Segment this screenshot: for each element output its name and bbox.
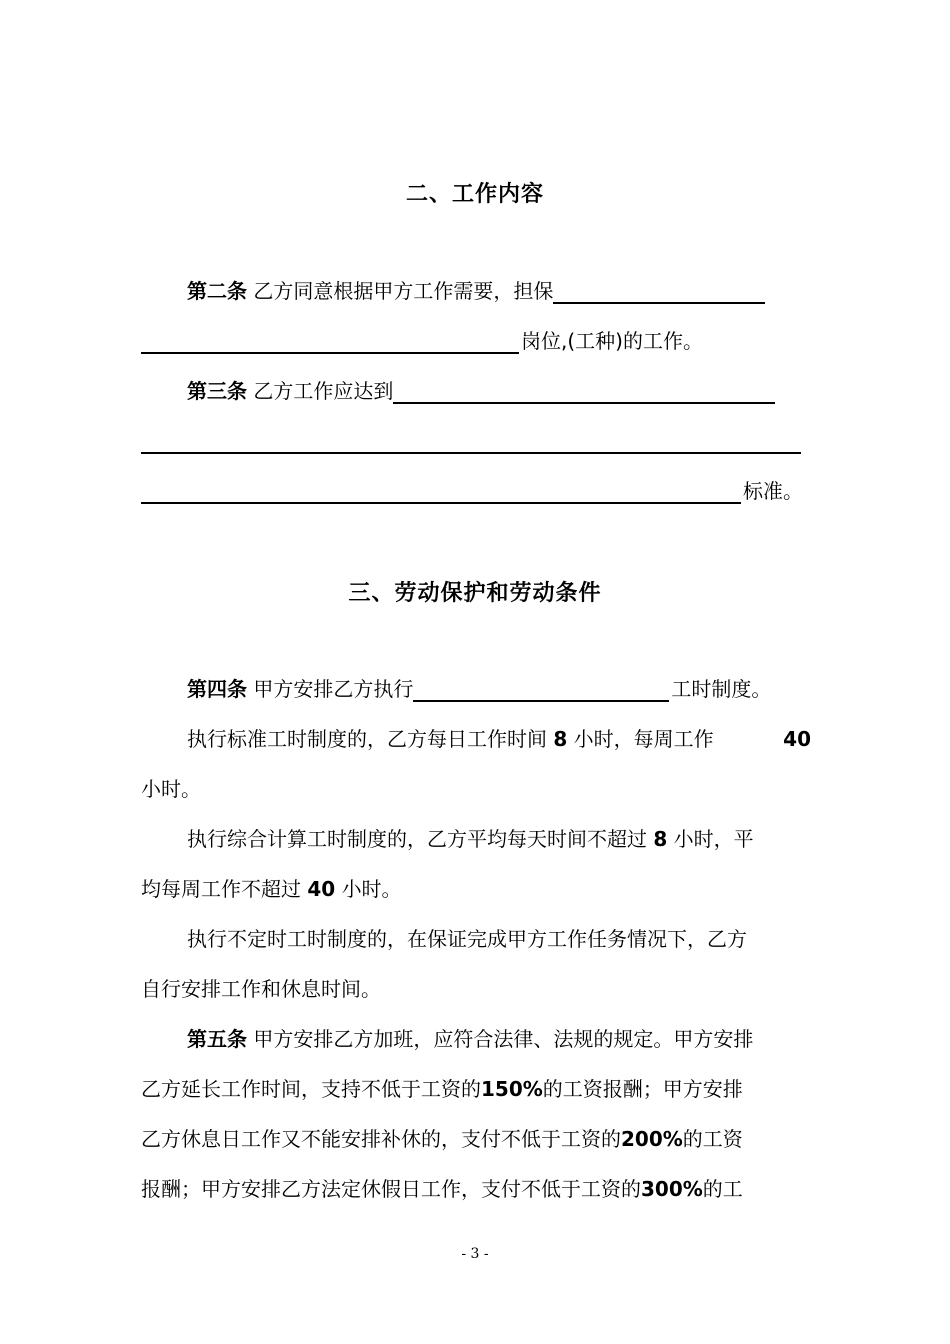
flexible-hours-b: 自行安排工作和休息时间。 bbox=[141, 977, 381, 1001]
article-5-line-3 bbox=[141, 1124, 811, 1154]
article-4-label: 第四条 bbox=[187, 677, 247, 701]
article-5-line-2 bbox=[141, 1074, 811, 1104]
fill-in-blank bbox=[141, 482, 741, 504]
article-2-line-1 bbox=[187, 276, 811, 306]
section-heading-work-content: 二、工作内容 bbox=[405, 182, 544, 207]
article-3-line-3 bbox=[141, 476, 811, 506]
daily-hours-number: 8 bbox=[553, 727, 568, 751]
standard-hours-line-2 bbox=[141, 774, 811, 804]
standard-hours-text bbox=[187, 724, 714, 754]
fill-in-blank bbox=[413, 680, 669, 702]
section-heading-labor-protection: 三、劳动保护和劳动条件 bbox=[348, 581, 602, 606]
standard-hours-a: 执行标准工时制度的，乙方每日工作时间 bbox=[187, 727, 547, 751]
flexible-hours-a: 执行不定时工时制度的，在保证完成甲方工作任务情况下，乙方 bbox=[187, 927, 747, 951]
comprehensive-hours-a: 执行综合计算工时制度的，乙方平均每天时间不超过 bbox=[187, 827, 647, 851]
standard-hours-b: 小时，每周工作 bbox=[573, 727, 714, 751]
article-2-line-2 bbox=[141, 326, 811, 356]
article-5-text-3a: 乙方休息日工作又不能安排补休的，支付不低于工资的 bbox=[141, 1127, 621, 1151]
article-3-text: 乙方工作应达到 bbox=[253, 379, 394, 403]
article-5-text-2b: 的工资报酬；甲方安排 bbox=[542, 1077, 743, 1101]
article-3-tail: 标准。 bbox=[743, 479, 803, 503]
weekly-hours-number: 40 bbox=[783, 727, 811, 751]
article-5-line-1 bbox=[187, 1024, 811, 1054]
weekly-avg-hours-number: 40 bbox=[307, 877, 336, 901]
fill-in-blank bbox=[393, 382, 775, 404]
article-5-text-4b: 的工 bbox=[702, 1177, 743, 1201]
article-4-tail: 工时制度。 bbox=[671, 677, 772, 701]
overtime-rate-200: 200% bbox=[621, 1127, 683, 1151]
article-2-label: 第二条 bbox=[187, 279, 247, 303]
comprehensive-hours-line-1 bbox=[187, 824, 811, 854]
comprehensive-hours-line-2 bbox=[141, 874, 811, 904]
flexible-hours-line-2 bbox=[141, 974, 811, 1004]
fill-in-blank bbox=[553, 282, 765, 304]
flexible-hours-line-1 bbox=[187, 924, 811, 954]
article-5-line-4 bbox=[141, 1174, 811, 1204]
article-5-label: 第五条 bbox=[187, 1027, 247, 1051]
standard-hours-c: 小时。 bbox=[141, 777, 201, 801]
article-3-line-2 bbox=[141, 426, 811, 456]
comprehensive-hours-b: 小时，平 bbox=[673, 827, 754, 851]
article-5-text-2a: 乙方延长工作时间，支持不低于工资的 bbox=[141, 1077, 481, 1101]
standard-hours-line-1 bbox=[187, 724, 811, 754]
fill-in-blank bbox=[141, 432, 801, 454]
article-3-label: 第三条 bbox=[187, 379, 247, 403]
overtime-rate-150: 150% bbox=[481, 1077, 543, 1101]
overtime-rate-300: 300% bbox=[641, 1177, 703, 1201]
article-5-text-3b: 的工资 bbox=[682, 1127, 743, 1151]
article-4-line-1 bbox=[187, 674, 811, 704]
article-3-line-1 bbox=[187, 376, 811, 406]
article-2-tail: 岗位,(工种)的工作。 bbox=[521, 329, 703, 353]
article-5-text-4a: 报酬；甲方安排乙方法定休假日工作，支付不低于工资的 bbox=[141, 1177, 641, 1201]
article-5-text-1: 甲方安排乙方加班，应符合法律、法规的规定。甲方安排 bbox=[253, 1027, 754, 1051]
daily-avg-hours-number: 8 bbox=[653, 827, 668, 851]
article-4-text: 甲方安排乙方执行 bbox=[253, 677, 414, 701]
page-number: - 3 - bbox=[461, 1246, 489, 1262]
comprehensive-hours-c: 均每周工作不超过 bbox=[141, 877, 301, 901]
comprehensive-hours-d: 小时。 bbox=[341, 877, 402, 901]
fill-in-blank bbox=[141, 332, 519, 354]
article-2-text: 乙方同意根据甲方工作需要，担保 bbox=[253, 279, 554, 303]
